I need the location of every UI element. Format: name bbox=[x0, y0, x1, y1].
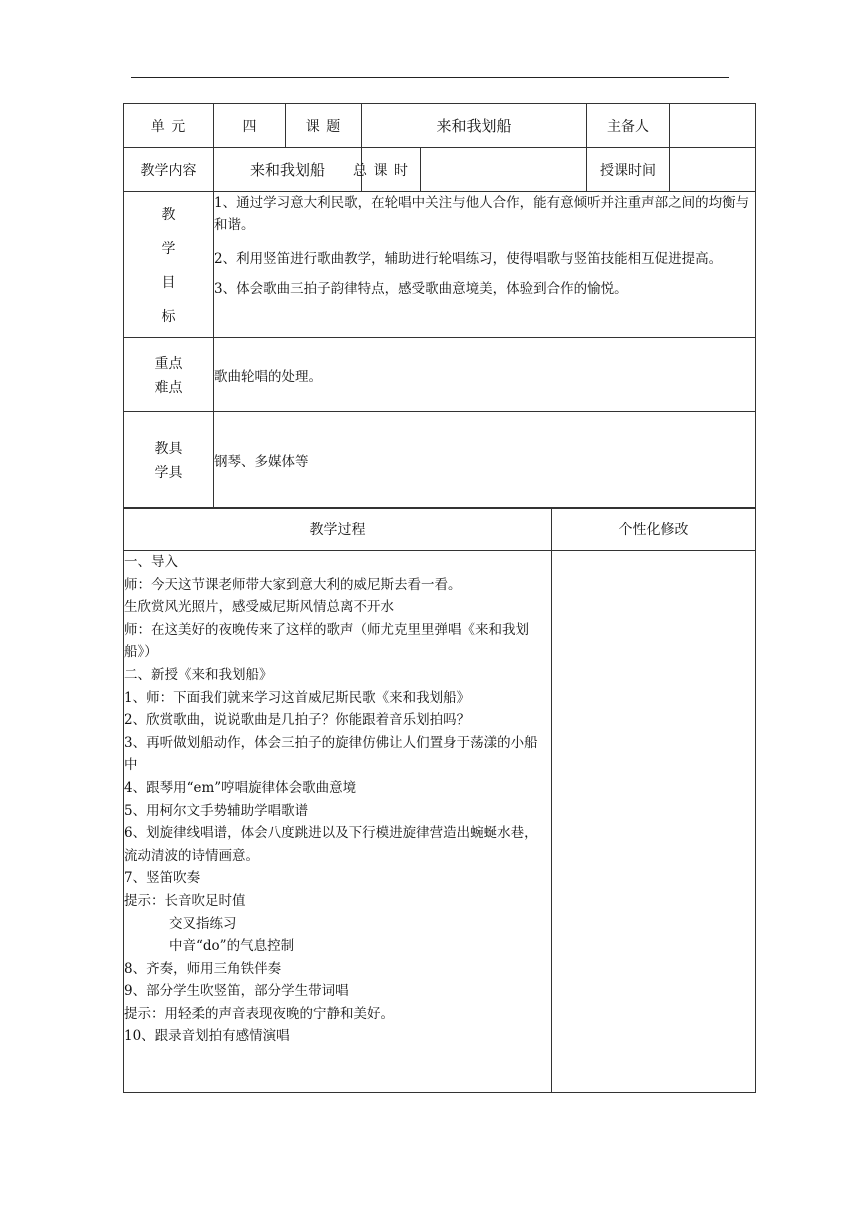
goals-label-char: 教 bbox=[161, 206, 176, 223]
preparer-value bbox=[670, 104, 756, 148]
goals-label-char: 标 bbox=[161, 308, 176, 325]
teach-time-value bbox=[670, 148, 756, 192]
process-line: 2、欣赏歌曲，说说歌曲是几拍子？你能跟着音乐划拍吗？ bbox=[124, 712, 471, 729]
process-line: 生欣赏风光照片，感受威尼斯风情总离不开水 bbox=[124, 599, 394, 616]
process-line: 一、导入 bbox=[124, 554, 178, 570]
key-points-value: 歌曲轮唱的处理。 bbox=[214, 338, 756, 412]
process-line: 提示：用轻柔的声音表现夜晚的宁静和美好。 bbox=[124, 1005, 394, 1022]
process-line: 9、部分学生吹竖笛，部分学生带词唱 bbox=[124, 983, 349, 1000]
tools-value: 钢琴、多媒体等 bbox=[214, 412, 756, 509]
process-line: 1、师：下面我们就来学习这首威尼斯民歌《来和我划船》 bbox=[124, 689, 471, 706]
process-line: 5、用柯尔文手势辅助学唱歌谱 bbox=[124, 802, 309, 819]
process-line: 10、跟录音划拍有感情演唱 bbox=[124, 1028, 290, 1045]
goal-item: 2、利用竖笛进行歌曲教学，辅助进行轮唱练习，使得唱歌与竖笛技能相互促进提高。 bbox=[214, 251, 723, 267]
hours-label: 总 课 时 bbox=[342, 148, 421, 191]
unit-value: 四 bbox=[214, 104, 286, 148]
goal-item: 3、体会歌曲三拍子韵律特点，感受歌曲意境美，体验到合作的愉悦。 bbox=[214, 281, 628, 297]
hours-group bbox=[353, 148, 587, 192]
key-points-label-line: 难点 bbox=[154, 379, 183, 396]
unit-label: 单 元 bbox=[124, 104, 214, 148]
process-line: 7、竖笛吹奏 bbox=[124, 870, 201, 887]
topic-value: 来和我划船 bbox=[362, 104, 587, 148]
process-line: 6、划旋律线唱谱，体会八度跳进以及下行模进旋律营造出蜿蜒水巷，流动清波的诗情画意。 bbox=[124, 825, 538, 864]
content-value: 来和我划船 bbox=[214, 148, 362, 192]
goal-item: 1、通过学习意大利民歌，在轮唱中关注与他人合作，能有意倾听并注重声部之间的均衡与和谐。 bbox=[214, 195, 750, 233]
process-line: 二、新授《来和我划船》 bbox=[124, 666, 273, 683]
page-header-rule bbox=[131, 77, 729, 78]
process-line: 提示：长音吹足时值 bbox=[124, 892, 246, 909]
modify-content bbox=[552, 551, 756, 1093]
tools-label-line: 学具 bbox=[154, 465, 183, 481]
process-header: 教学过程 bbox=[124, 508, 552, 551]
process-line: 中音“do”的气息控制 bbox=[169, 938, 295, 955]
teach-time-label: 授课时间 bbox=[587, 148, 670, 192]
content-label: 教学内容 bbox=[124, 148, 214, 192]
process-line: 8、齐奏，师用三角铁伴奏 bbox=[124, 960, 282, 977]
tools-label-line: 教具 bbox=[154, 441, 183, 457]
process-table bbox=[123, 507, 756, 1093]
goals-label bbox=[124, 192, 214, 338]
process-line: 3、再听做划船动作，体会三拍子的旋律仿佛让人们置身于荡漾的小船中 bbox=[124, 734, 538, 774]
goals-content bbox=[214, 192, 756, 338]
process-line: 师：在这美好的夜晚传来了这样的歌声（师尤克里里弹唱《来和我划船》） bbox=[124, 621, 529, 661]
process-line: 4、跟琴用“em”哼唱旋律体会歌曲意境 bbox=[124, 779, 357, 796]
preparer-label: 主备人 bbox=[587, 104, 670, 148]
process-content bbox=[124, 551, 552, 1093]
key-points-label bbox=[124, 338, 214, 412]
goals-label-char: 目 bbox=[161, 274, 176, 291]
topic-label: 课 题 bbox=[286, 104, 362, 148]
tools-label bbox=[124, 412, 214, 509]
process-line: 交叉指练习 bbox=[169, 915, 237, 932]
lesson-info-table bbox=[123, 103, 756, 509]
modify-header: 个性化修改 bbox=[552, 508, 756, 551]
hours-spacer bbox=[421, 148, 586, 191]
key-points-label-line: 重点 bbox=[154, 355, 183, 372]
goals-label-char: 学 bbox=[161, 240, 176, 257]
process-line: 师：今天这节课老师带大家到意大利的威尼斯去看一看。 bbox=[124, 576, 462, 593]
